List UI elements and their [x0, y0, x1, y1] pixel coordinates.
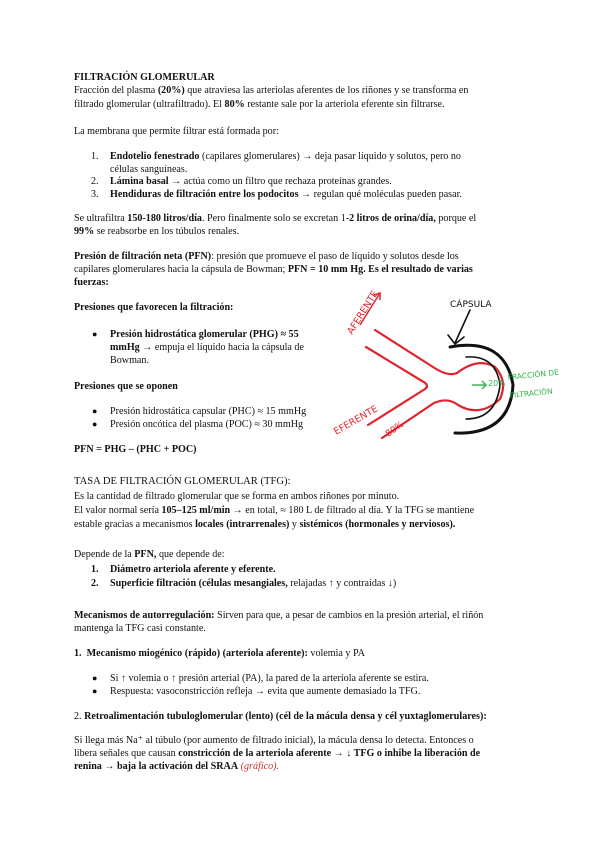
- tfg-heading: TASA DE FILTRACIÓN GLOMERULAR (TFG):: [74, 476, 291, 487]
- depends-item-2: Superficie filtración (células mesangiales, relajadas ↑ y contraídas ↓): [110, 578, 397, 589]
- myogenic-item-2: Respuesta: vasoconstricción refleja → evita que aumente demasiado la TFG.: [110, 686, 421, 697]
- membrane-item-3: Hendiduras de filtración entre los podocitos → regulan qué moléculas pueden pasar.: [110, 189, 462, 200]
- pfn-formula: PFN = PHG – (PHC + POC): [74, 444, 197, 455]
- bullet: ●: [92, 673, 98, 683]
- capsule-arrow: [448, 310, 470, 344]
- pfn-line-3: fuerzas:: [74, 277, 109, 288]
- oppose-item-2: Presión oncótica del plasma (POC) ≈ 30 mmHg: [110, 419, 304, 430]
- autoreg-line-1: Mecanismos de autorregulación: Sirven para que, a pesar de cambios en la presión arterial, el riñón: [74, 610, 484, 621]
- bullet: ●: [92, 419, 98, 429]
- list-number: 2.: [91, 176, 99, 187]
- list-number: 2.: [91, 578, 99, 589]
- tfg-line-3: estable gracias a mecanismos locales (intrarrenales) y sistémicos (hormonales y nerviosos).: [74, 519, 456, 530]
- filtration-arrow: [472, 381, 486, 389]
- autoreg-line-2: mantenga la TFG casi constante.: [74, 623, 206, 634]
- bullet: ●: [92, 329, 98, 339]
- tubulo-line-2: libera señales que causan constricción de la arteriola aferente → ↓ TFG o inhibe la liberación de: [74, 748, 481, 759]
- tubulo-line-1: Si llega más Na⁺ al túbulo (por aumento de filtrado inicial), la mácula densa lo detecta. Entonces o: [74, 735, 474, 746]
- ultrafiltration-line-2: 99% se reabsorbe en los túbulos renales.: [74, 226, 240, 237]
- oppose-item-1: Presión hidrostática capsular (PHC) ≈ 15 mmHg: [110, 406, 307, 417]
- capsule-label: CÁPSULA: [450, 300, 492, 310]
- depends-item-1: Diámetro arteriola aferente y eferente.: [110, 564, 276, 575]
- myogenic-item-1: Si ↑ volemia o ↑ presión arterial (PA), la pared de la arteriola aferente se estira.: [110, 673, 429, 684]
- membrane-item-1-cont: células sanguíneas.: [110, 164, 188, 175]
- bullet: ●: [92, 406, 98, 416]
- tubulo-heading: 2. Retroalimentación tubuloglomerular (lento) (cél de la mácula densa y cél yuxtaglomerulares):: [74, 711, 487, 722]
- favor-heading: Presiones que favorecen la filtración:: [74, 302, 234, 313]
- filtration-label-2: FILTRACIÓN: [509, 386, 554, 400]
- tfg-line-1: Es la cantidad de filtrado glomerular que se forma en ambos riñones por minuto.: [74, 491, 400, 502]
- tubulo-line-3: renina → baja la activación del SRAA (gráfico).: [74, 761, 280, 772]
- membrane-intro: La membrana que permite filtrar está formada por:: [74, 126, 279, 137]
- myogenic-heading: 1. Mecanismo miogénico (rápido) (arteriola aferente): volemia y PA: [74, 648, 365, 659]
- section-title: FILTRACIÓN GLOMERULAR: [74, 72, 215, 83]
- favor-item-cont: mmHg → empuja el líquido hacia la cápsula de: [110, 342, 304, 353]
- depends-line: Depende de la PFN, que depende de:: [74, 549, 225, 560]
- tfg-line-2: El valor normal sería 105–125 ml/min → en total, ≈ 180 L de filtrado al día. Y la TFG se mantiene: [74, 505, 475, 516]
- intro-line-2: filtrado glomerular (ultrafiltrado). El 80% restante sale por la arteriola eferente sin filtrarse.: [74, 99, 445, 110]
- favor-item-cont-2: Bowman.: [110, 355, 149, 366]
- oppose-heading: Presiones que se oponen: [74, 381, 178, 392]
- glomerulus-sketch: [330, 285, 580, 460]
- membrane-item-2: Lámina basal → actúa como un filtro que rechaza proteínas grandes.: [110, 176, 392, 187]
- filtration-label-1: FRACCIÓN DE: [507, 367, 560, 382]
- twenty-percent-label: 20%: [488, 379, 506, 388]
- bullet: ●: [92, 686, 98, 696]
- aferente-label: AFERENTE: [345, 288, 381, 337]
- eighty-percent-label: 80%: [383, 419, 407, 440]
- list-number: 1.: [91, 151, 99, 162]
- ultrafiltration-line-1: Se ultrafiltra 150-180 litros/día. Pero finalmente solo se excretan 1-2 litros de orina/día, porque el: [74, 213, 477, 224]
- intro-line-1: Fracción del plasma (20%) que atraviesa las arteriolas aferentes de los riñones y se transforma en: [74, 85, 469, 96]
- favor-item: Presión hidrostática glomerular (PHG) ≈ 55: [110, 329, 299, 340]
- membrane-item-1: Endotelio fenestrado (capilares glomerulares) → deja pasar líquido y solutos, pero no: [110, 151, 461, 162]
- pfn-line-1: Presión de filtración neta (PFN): presión que promueve el paso de líquido y solutos desde los: [74, 251, 459, 262]
- pfn-line-2: capilares glomerulares hacia la cápsula de Bowman; PFN = 10 mm Hg. Es el resultado de varias: [74, 264, 473, 275]
- list-number: 1.: [91, 564, 99, 575]
- eferente-label: EFERENTE: [332, 403, 380, 438]
- list-number: 3.: [91, 189, 99, 200]
